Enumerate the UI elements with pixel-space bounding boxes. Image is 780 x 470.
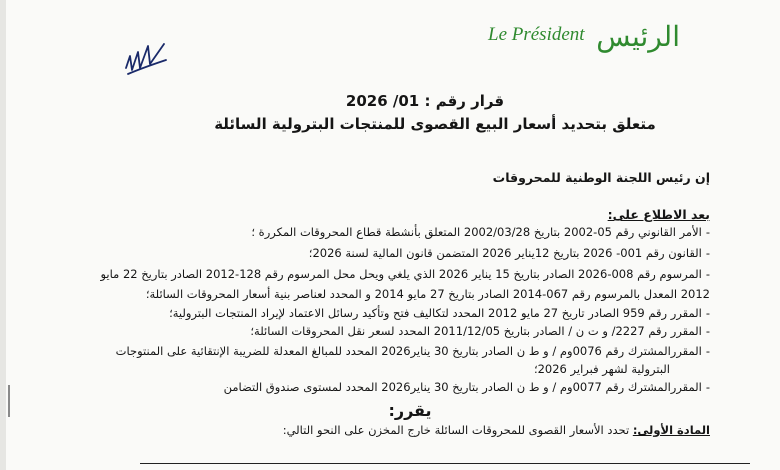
decides-heading: يقرر:	[388, 401, 432, 420]
list-item: -القانون رقم 001- 2026 بتاريخ 12يناير 2026 المتضمن قانون المالية لسنة 2026؛	[308, 246, 710, 260]
considering-heading: بعد الاطلاع على:	[607, 207, 710, 222]
header-arabic: الرئيس	[596, 20, 680, 53]
header-french: Le Président	[488, 24, 585, 45]
signature-mark	[120, 38, 172, 86]
list-item: -الأمر القانوني رقم 05-2002 بتاريخ 2002/03/28 المتعلق بأنشطة قطاع المحروقات المكررة ؛	[251, 225, 710, 239]
issuer-line: إن رئيس اللجنة الوطنية للمحروقات	[492, 170, 710, 185]
list-item: -المقررالمشترك رقم 0076وم / و ط ن الصادر بتاريخ 30 يناير2026 المحدد للمبالغ المعدلة للضريبة الإنتقائية على المنتوجات	[115, 344, 710, 358]
list-item-continued: البترولية لشهر فبراير 2026؛	[533, 362, 670, 376]
decision-number: قرار رقم : 01/ 2026	[345, 92, 505, 110]
list-item-continued: 2012 المعدل بالمرسوم رقم 067-2014 الصادر بتاريخ 27 مايو 2014 و المحدد لعناصر بنية أسعار المحروقات السائلة؛	[145, 287, 710, 301]
list-item: -المقررالمشترك رقم 0077وم / و ط ن الصادر بتاريخ 30 يناير2026 المحدد لمستوى صندوق التضامن	[223, 380, 710, 394]
decision-subject: متعلق بتحديد أسعار البيع القصوى للمنتجات البترولية السائلة	[214, 115, 656, 133]
list-item: -المرسوم رقم 008-2026 الصادر بتاريخ 15 يناير 2026 الذي يلغي ويحل محل المرسوم رقم 128-2012 الصادر بتاريخ 22 مايو	[100, 267, 710, 281]
table-top-border	[140, 463, 750, 464]
list-item: -المقرر رقم 959 الصادر تاريخ 27 مايو 2012 المحدد لتكاليف فتح وتأكيد رسائل الاعتماد لإيراد المنتجات البترولية؛	[169, 306, 710, 320]
page-edge	[0, 0, 6, 470]
list-item: -المقرر رقم 2227/ و ت ن / الصادر بتاريخ 2011/12/05 المحدد لسعر نقل المحروقات السائلة؛	[250, 324, 710, 338]
article-one: المادة الأولى: تحدد الأسعار القصوى للمحروقات السائلة خارج المخزن على النحو التالي:	[282, 423, 710, 437]
